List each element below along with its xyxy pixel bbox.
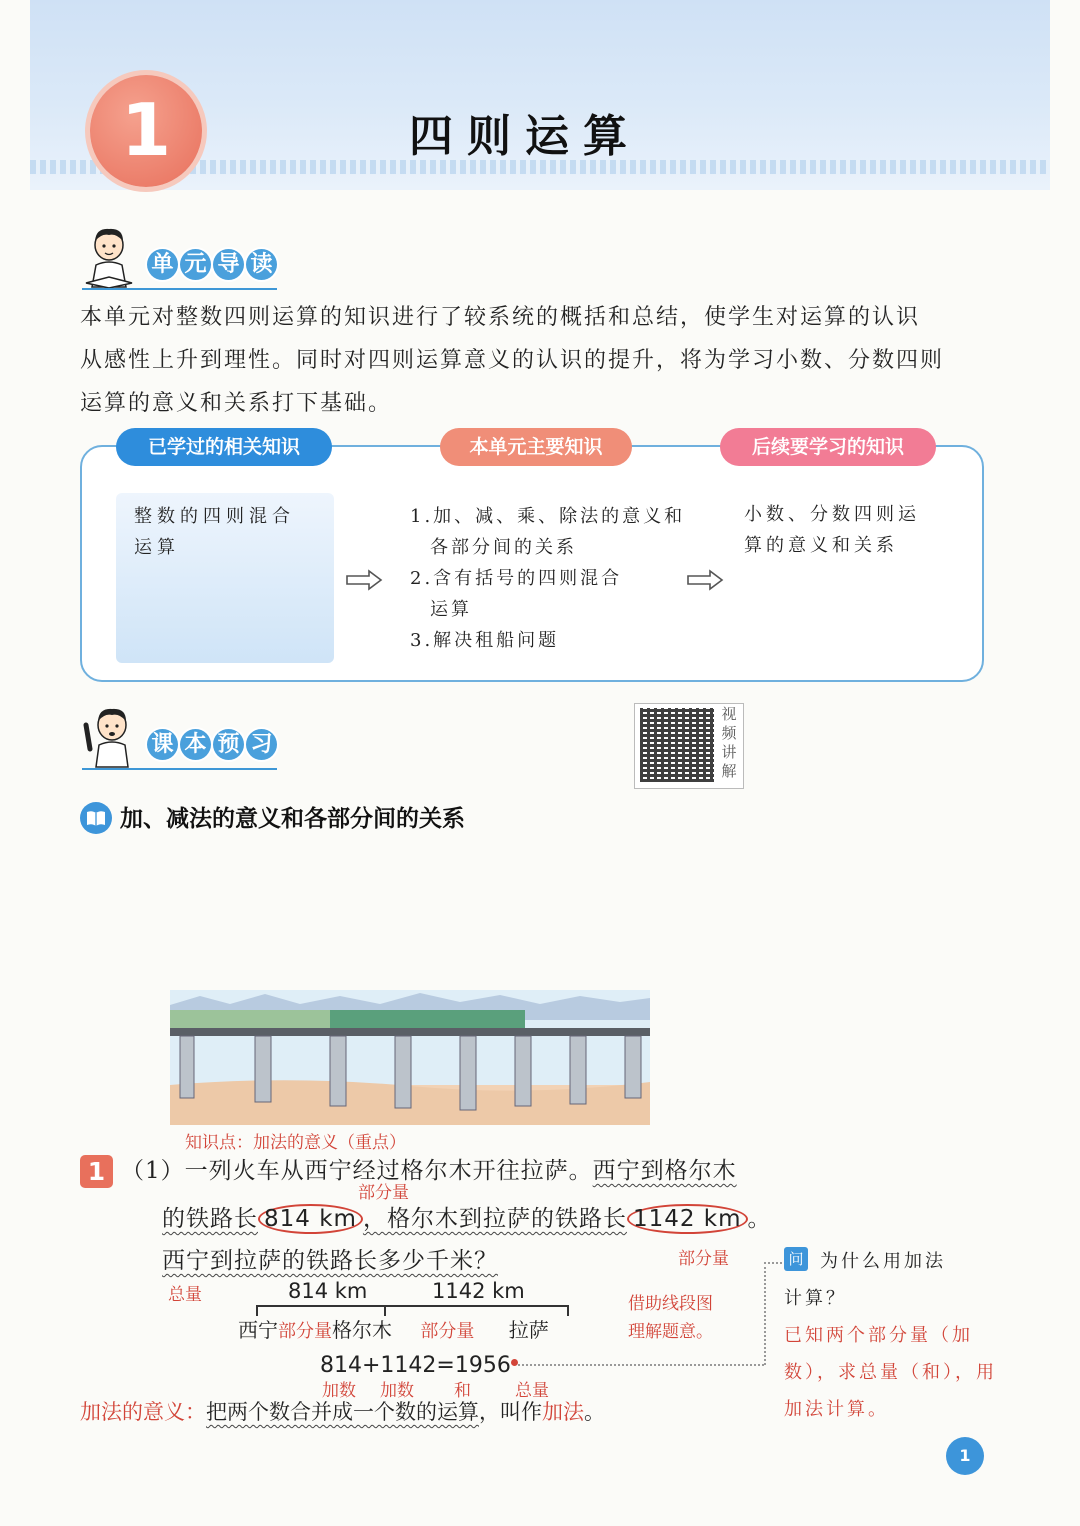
connector-line: [764, 1262, 782, 1264]
segment-places: 西宁部分量格尔木 部分量 拉萨: [238, 1318, 549, 1342]
sidebar-question-line1: 为什么用加法: [820, 1251, 946, 1272]
tag-prior-knowledge: 已学过的相关知识: [116, 428, 332, 466]
unit-guide-label: 单 元 导 读: [147, 249, 277, 280]
question-icon: 问: [784, 1247, 808, 1271]
prior-knowledge-text: 整数的四则混合 运算: [134, 506, 295, 558]
equation-parts: 加数 加数 和 总量: [322, 1381, 549, 1401]
knowledge-point-note: 知识点：加法的意义（重点）: [185, 1133, 406, 1153]
unit-guide-underline: [82, 288, 277, 290]
part-amount-note-2: 部分量: [678, 1249, 729, 1269]
qr-code-icon[interactable]: [640, 708, 714, 782]
video-explain-label: 视 频 讲 解: [721, 705, 737, 780]
connector-line: [518, 1364, 764, 1366]
tag-main-knowledge: 本单元主要知识: [440, 428, 632, 466]
unit-title: 四则运算: [409, 111, 641, 162]
page-number: 1: [946, 1437, 984, 1475]
unit-number: 1: [120, 88, 172, 172]
part-amount-note-1: 部分量: [358, 1183, 409, 1203]
train-bridge-illustration: [170, 990, 650, 1125]
preview-underline: [82, 768, 277, 770]
problem-line-2: 的铁路长 814 km ，格尔木到拉萨的铁路长 1142 km 。: [162, 1206, 772, 1232]
arrow-right-icon: [345, 569, 383, 591]
main-knowledge-text: 1.加、减、乘、除法的意义和 各部分间的关系 2.含有括号的四则混合 运算 3.解决租船问题: [410, 506, 686, 651]
total-amount-note: 总量: [168, 1285, 202, 1305]
segment-label-2: 1142 km: [432, 1279, 525, 1303]
problem-question: 西宁到拉萨的铁路长多少千米？: [162, 1248, 498, 1274]
future-knowledge-text: 小数、分数四则运 算的意义和关系: [744, 504, 920, 556]
connector-line: [764, 1262, 766, 1365]
equation: 814+1142=1956: [320, 1353, 511, 1378]
segment-label-1: 814 km: [288, 1279, 368, 1303]
equation-dot: [511, 1359, 518, 1366]
unit-guide-paragraph: 本单元对整数四则运算的知识进行了较系统的概括和总结，使学生对运算的认识 从感性上升到理性。同时对四则运算意义的认识的提升，将为学习小数、分数四则 运算的意义和关系打下基础。: [80, 305, 945, 416]
addition-meaning: 加法的意义：把两个数合并成一个数的运算，叫作加法。: [80, 1400, 605, 1424]
sidebar-answer: 已知两个部分量（加 数），求总量（和），用 加法计算。: [784, 1325, 997, 1420]
reading-boy-icon: [82, 225, 136, 289]
sidebar-question-line2: 计算？: [784, 1288, 847, 1309]
book-icon: [80, 802, 112, 834]
section-subtitle: 加、减法的意义和各部分间的关系: [120, 806, 465, 832]
raising-hand-boy-icon: [82, 705, 136, 769]
problem-line-1: （1）一列火车从西宁经过格尔木开往拉萨。西宁到格尔木: [121, 1158, 737, 1184]
problem-number: 1: [80, 1155, 113, 1188]
arrow-right-icon: [686, 569, 724, 591]
preview-label: 课 本 预 习: [147, 729, 277, 760]
tag-future-knowledge: 后续要学习的知识: [720, 428, 936, 466]
segment-note: 借助线段图 理解题意。: [628, 1294, 713, 1342]
